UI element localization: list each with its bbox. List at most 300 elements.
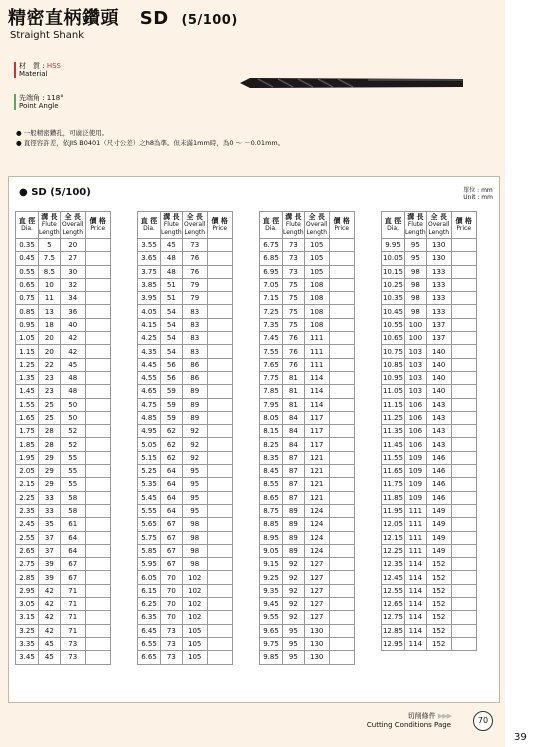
table-cell (207, 558, 232, 571)
material-value: HSS (46, 62, 61, 70)
table-cell: 127 (304, 598, 329, 611)
table-cell (85, 371, 110, 384)
table-row (16, 371, 111, 384)
table-row (138, 544, 233, 557)
table-cell: 11.45 (382, 438, 405, 451)
table-cell: 27 (60, 252, 85, 265)
table-cell: 92 (182, 438, 207, 451)
table-cell: 108 (304, 305, 329, 318)
table-cell (451, 292, 476, 305)
table-cell: 111 (304, 358, 329, 371)
table-row (260, 465, 355, 478)
table-cell: 3.45 (16, 651, 39, 664)
table-cell: 70 (161, 611, 183, 624)
table-cell (329, 584, 354, 597)
note-item: ● 直徑容許差，依JIS B0401（尺寸公差）之h8為準。但未滿1mm時，為0 ～ －0.01mm。 (16, 138, 284, 148)
table-cell: 7.85 (260, 385, 283, 398)
table-cell: 73 (60, 637, 85, 650)
table-cell: 114 (304, 398, 329, 411)
table-cell: 5.15 (138, 451, 161, 464)
table-cell (207, 611, 232, 624)
table-cell (451, 571, 476, 584)
table-cell: 56 (161, 358, 183, 371)
table-cell: 83 (182, 305, 207, 318)
table-row (16, 265, 111, 278)
table-cell: 11.65 (382, 465, 405, 478)
table-cell: 54 (161, 345, 183, 358)
table-cell: 45 (60, 358, 85, 371)
table-cell: 70 (161, 571, 183, 584)
table-cell: 64 (161, 465, 183, 478)
table-cell (85, 544, 110, 557)
table-row (16, 278, 111, 291)
table-cell: 6.95 (260, 265, 283, 278)
table-cell (329, 265, 354, 278)
table-cell (207, 332, 232, 345)
table-cell: 20 (39, 332, 61, 345)
table-cell: 42 (39, 584, 61, 597)
table-cell: 32 (60, 278, 85, 291)
table-row (382, 504, 477, 517)
table-cell: 89 (182, 411, 207, 424)
table-cell (85, 411, 110, 424)
table-cell: 124 (304, 544, 329, 557)
table-cell (329, 252, 354, 265)
table-row (382, 371, 477, 384)
table-row (138, 425, 233, 438)
table-row (138, 504, 233, 517)
table-cell: 102 (182, 598, 207, 611)
table-cell (329, 292, 354, 305)
table-row (382, 398, 477, 411)
table-cell (85, 305, 110, 318)
table-cell: 114 (405, 584, 427, 597)
table-row (16, 385, 111, 398)
table-cell: 8.05 (260, 411, 283, 424)
table-cell: 5.55 (138, 504, 161, 517)
table-row (138, 345, 233, 358)
table-row (16, 345, 111, 358)
table-cell (85, 278, 110, 291)
table-cell: 105 (182, 624, 207, 637)
table-cell: 130 (304, 624, 329, 637)
table-cell (329, 611, 354, 624)
table-cell (329, 385, 354, 398)
table-row (138, 398, 233, 411)
table-row (382, 478, 477, 491)
table-cell (451, 239, 476, 252)
table-cell (451, 265, 476, 278)
table-row (16, 598, 111, 611)
table-cell: 12.65 (382, 598, 405, 611)
table-cell: 87 (283, 451, 305, 464)
table-cell: 20 (60, 239, 85, 252)
table-cell: 79 (182, 278, 207, 291)
table-cell: 50 (60, 398, 85, 411)
table-cell: 146 (426, 465, 451, 478)
table-cell: 5.35 (138, 478, 161, 491)
table-cell (85, 252, 110, 265)
table-cell: 114 (304, 371, 329, 384)
table-cell (329, 478, 354, 491)
table-cell (85, 504, 110, 517)
table-cell: 6.25 (138, 598, 161, 611)
table-cell: 6.05 (138, 571, 161, 584)
table-cell (207, 358, 232, 371)
table-cell (329, 624, 354, 637)
table-row (382, 611, 477, 624)
table-cell (329, 371, 354, 384)
unit-zh: 單位 : mm (463, 187, 493, 194)
table-row (382, 252, 477, 265)
cutting-conditions-ref[interactable] (367, 712, 451, 730)
table-cell: 124 (304, 531, 329, 544)
table-cell: 0.45 (16, 252, 39, 265)
table-row (260, 544, 355, 557)
table-cell: 2.45 (16, 518, 39, 531)
table-cell: 108 (304, 292, 329, 305)
angle-spec (14, 94, 64, 110)
table-cell: 10.95 (382, 371, 405, 384)
table-cell: 102 (182, 571, 207, 584)
table-cell (451, 611, 476, 624)
table-row (382, 332, 477, 345)
column-header: 價 格 Price (451, 212, 476, 239)
table-cell (329, 491, 354, 504)
table-row (382, 465, 477, 478)
table-cell (207, 425, 232, 438)
table-cell: 114 (405, 598, 427, 611)
table-cell: 5.85 (138, 544, 161, 557)
table-cell (451, 398, 476, 411)
table-cell (451, 371, 476, 384)
table-cell: 71 (60, 584, 85, 597)
table-cell: 73 (182, 239, 207, 252)
table-cell: 114 (304, 385, 329, 398)
table-row (138, 438, 233, 451)
table-cell: 73 (161, 637, 183, 650)
table-cell (85, 292, 110, 305)
table-cell: 106 (405, 425, 427, 438)
table-cell: 109 (405, 491, 427, 504)
table-row (16, 358, 111, 371)
column-header: 直 徑 Dia. (138, 212, 161, 239)
table-cell: 5.65 (138, 518, 161, 531)
table-cell (85, 478, 110, 491)
table-cell: 3.55 (138, 239, 161, 252)
table-cell: 95 (182, 491, 207, 504)
column-header: 價 格 Price (207, 212, 232, 239)
table-row (16, 252, 111, 265)
table-row (382, 425, 477, 438)
column-header: 價 格 Price (329, 212, 354, 239)
table-cell: 39 (39, 571, 61, 584)
table-cell: 143 (426, 398, 451, 411)
table-cell: 11.55 (382, 451, 405, 464)
column-header: 價 格 Price (85, 212, 110, 239)
table-cell: 67 (161, 544, 183, 557)
table-cell (85, 358, 110, 371)
size-table (381, 211, 477, 651)
table-cell: 54 (161, 318, 183, 331)
title-code: SD (139, 8, 169, 29)
table-cell: 64 (60, 544, 85, 557)
column-header: 溝 長 Flute Length (405, 212, 427, 239)
table-cell: 79 (182, 292, 207, 305)
table-cell: 3.35 (16, 637, 39, 650)
table-cell: 105 (304, 252, 329, 265)
page-number: 39 (514, 732, 527, 743)
table-cell (207, 371, 232, 384)
table-cell (85, 265, 110, 278)
table-row (16, 504, 111, 517)
table-row (138, 598, 233, 611)
table-cell: 8.65 (260, 491, 283, 504)
table-cell: 0.95 (16, 318, 39, 331)
unit-en: Unit : mm (463, 194, 493, 201)
table-cell: 114 (405, 624, 427, 637)
table-row (260, 598, 355, 611)
table-cell: 9.25 (260, 571, 283, 584)
table-cell: 25 (39, 398, 61, 411)
table-cell: 92 (283, 611, 305, 624)
table-cell: 7.5 (39, 252, 61, 265)
table-cell: 0.75 (16, 292, 39, 305)
table-cell: 3.65 (138, 252, 161, 265)
table-cell: 71 (60, 624, 85, 637)
table-cell: 7.95 (260, 398, 283, 411)
size-table (137, 211, 233, 665)
table-cell: 10.05 (382, 252, 405, 265)
table-cell: 12.95 (382, 637, 405, 650)
table-cell: 3.95 (138, 292, 161, 305)
size-table-panel (8, 176, 500, 703)
table-cell (85, 624, 110, 637)
table-cell (85, 518, 110, 531)
table-cell (85, 332, 110, 345)
table-row (16, 292, 111, 305)
table-cell: 130 (304, 651, 329, 664)
table-cell: 127 (304, 571, 329, 584)
table-cell: 92 (283, 571, 305, 584)
table-cell (329, 651, 354, 664)
table-row (260, 371, 355, 384)
table-cell: 114 (405, 611, 427, 624)
table-cell: 83 (182, 318, 207, 331)
table-row (382, 491, 477, 504)
table-cell: 2.75 (16, 558, 39, 571)
table-cell: 6.75 (260, 239, 283, 252)
table-cell: 5.45 (138, 491, 161, 504)
table-cell (329, 438, 354, 451)
table-cell (207, 265, 232, 278)
table-cell: 42 (60, 332, 85, 345)
column-header: 溝 長 Flute Length (39, 212, 61, 239)
table-cell (207, 345, 232, 358)
table-cell: 67 (161, 558, 183, 571)
table-cell: 8.25 (260, 438, 283, 451)
table-cell: 4.15 (138, 318, 161, 331)
table-cell: 92 (182, 451, 207, 464)
table-cell: 62 (161, 438, 183, 451)
table-row (382, 305, 477, 318)
table-cell: 35 (39, 518, 61, 531)
table-cell (85, 611, 110, 624)
panel-title: ● SD (5/100) (19, 187, 91, 198)
table-cell (207, 318, 232, 331)
table-cell: 84 (283, 411, 305, 424)
table-cell: 5 (39, 239, 61, 252)
table-cell: 55 (60, 478, 85, 491)
table-cell (85, 425, 110, 438)
table-cell: 76 (283, 345, 305, 358)
angle-en: Point Angle (19, 102, 59, 110)
table-row (260, 478, 355, 491)
table-cell: 1.15 (16, 345, 39, 358)
table-row (16, 438, 111, 451)
table-cell: 121 (304, 478, 329, 491)
table-cell: 67 (60, 571, 85, 584)
table-row (16, 558, 111, 571)
table-cell: 111 (405, 544, 427, 557)
table-cell: 12.35 (382, 558, 405, 571)
table-cell (329, 637, 354, 650)
table-cell: 103 (405, 371, 427, 384)
table-cell: 59 (161, 398, 183, 411)
table-cell: 117 (304, 425, 329, 438)
table-cell: 84 (283, 438, 305, 451)
table-cell: 92 (283, 558, 305, 571)
table-cell: 95 (283, 624, 305, 637)
table-cell: 111 (304, 332, 329, 345)
table-cell (451, 305, 476, 318)
table-cell (451, 598, 476, 611)
table-cell (207, 637, 232, 650)
table-cell: 42 (39, 598, 61, 611)
table-cell: 7.45 (260, 332, 283, 345)
table-cell (329, 398, 354, 411)
table-cell: 28 (39, 425, 61, 438)
table-cell (329, 598, 354, 611)
table-cell (329, 318, 354, 331)
table-cell: 6.65 (138, 651, 161, 664)
table-cell: 75 (283, 305, 305, 318)
table-cell: 146 (426, 491, 451, 504)
table-row (16, 624, 111, 637)
table-row (382, 438, 477, 451)
table-row (16, 478, 111, 491)
table-cell: 5.05 (138, 438, 161, 451)
table-cell: 9.55 (260, 611, 283, 624)
table-cell (85, 451, 110, 464)
table-cell (207, 398, 232, 411)
table-row (260, 531, 355, 544)
table-cell: 109 (405, 465, 427, 478)
table-row (138, 305, 233, 318)
ref-page-badge[interactable]: 70 (473, 711, 493, 731)
table-row (382, 411, 477, 424)
table-row (16, 531, 111, 544)
table-cell (329, 425, 354, 438)
table-cell: 18 (39, 318, 61, 331)
table-cell: 111 (405, 518, 427, 531)
table-cell: 100 (405, 332, 427, 345)
table-cell: 133 (426, 305, 451, 318)
table-cell: 146 (426, 478, 451, 491)
table-cell: 130 (426, 239, 451, 252)
table-cell (451, 544, 476, 557)
drill-bit-illustration (238, 74, 463, 92)
table-row (260, 398, 355, 411)
table-row (138, 318, 233, 331)
table-cell: 64 (60, 531, 85, 544)
table-cell: 13 (39, 305, 61, 318)
table-cell: 12.25 (382, 544, 405, 557)
table-cell: 73 (161, 624, 183, 637)
table-cell (207, 598, 232, 611)
table-cell (329, 305, 354, 318)
table-row (260, 624, 355, 637)
column-header: 全 長 Overall Length (426, 212, 451, 239)
table-cell: 4.95 (138, 425, 161, 438)
table-row (382, 345, 477, 358)
table-cell: 7.25 (260, 305, 283, 318)
table-cell: 37 (39, 531, 61, 544)
table-cell: 12.55 (382, 584, 405, 597)
table-cell: 8.35 (260, 451, 283, 464)
table-cell: 149 (426, 504, 451, 517)
table-cell (85, 651, 110, 664)
table-cell: 152 (426, 598, 451, 611)
table-cell: 61 (60, 518, 85, 531)
table-cell (451, 624, 476, 637)
table-cell: 12.15 (382, 531, 405, 544)
table-cell: 152 (426, 571, 451, 584)
table-cell (207, 239, 232, 252)
table-cell (451, 637, 476, 650)
table-row (382, 584, 477, 597)
table-cell (451, 584, 476, 597)
table-row (382, 637, 477, 650)
table-cell: 152 (426, 637, 451, 650)
table-cell: 117 (304, 438, 329, 451)
table-cell: 2.25 (16, 491, 39, 504)
table-cell: 2.65 (16, 544, 39, 557)
table-cell: 22 (39, 358, 61, 371)
table-cell: 48 (60, 385, 85, 398)
table-cell: 8.5 (39, 265, 61, 278)
table-cell: 62 (161, 425, 183, 438)
table-row (260, 571, 355, 584)
table-cell: 92 (283, 584, 305, 597)
table-cell: 59 (161, 385, 183, 398)
table-cell: 1.65 (16, 411, 39, 424)
table-cell: 12.45 (382, 571, 405, 584)
table-cell (451, 318, 476, 331)
table-cell: 58 (60, 504, 85, 517)
table-row (260, 411, 355, 424)
table-row (260, 358, 355, 371)
table-cell: 75 (283, 318, 305, 331)
table-row (138, 531, 233, 544)
table-cell: 3.75 (138, 265, 161, 278)
table-row (382, 571, 477, 584)
table-cell: 0.55 (16, 265, 39, 278)
table-cell: 86 (182, 371, 207, 384)
table-cell (207, 292, 232, 305)
table-cell: 152 (426, 558, 451, 571)
table-cell: 29 (39, 465, 61, 478)
